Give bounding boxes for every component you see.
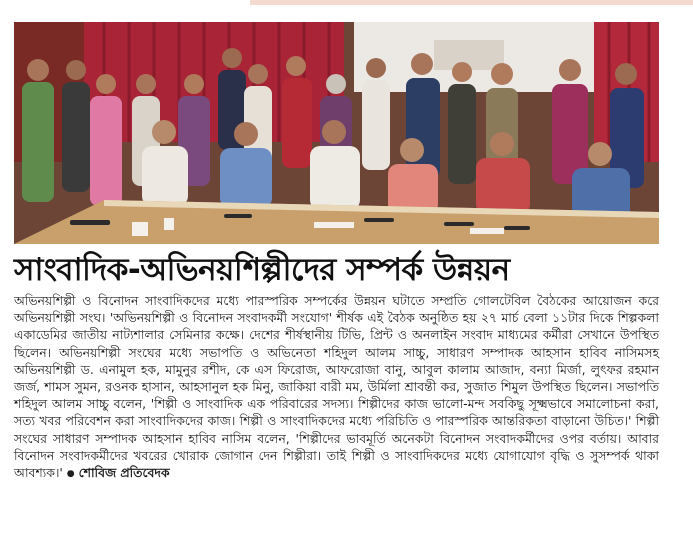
article-body bbox=[14, 292, 659, 483]
group-photo-illustration bbox=[14, 22, 659, 244]
article-body-text: অভিনয়শিল্পী ও বিনোদন সাংবাদিকদের মধ্যে পারস্পরিক সম্পর্কের উন্নয়ন ঘটাতে সম্প্রতি গোলটেবিল বৈঠকের আয়োজন করে অভিনয়শিল্পী সংঘ। 'অভিনয়শিল্পী ও বিনোদন সংবাদকর্মী সংযোগ' শীর্ষক এই বৈঠক অনুষ্ঠিত হয় ২৭ মার্চ বেলা ১১টার দিকে শিল্পকলা একাডেমির জাতীয় নাট্যশালার সেমিনার কক্ষে। দেশের শীর্ষস্থানীয় টিভি, প্রিন্ট ও অনলাইন সংবাদ মাধ্যমের কর্মীরা সেখানে উপস্থিত ছিলেন। অভিনয়শিল্পী সংঘের মধ্যে সভাপতি ও অভিনেতা শহিদুল আলম সাচ্চু, সাধারণ সম্পাদক আহসান হাবিব নাসিমসহ অভিনয়শিল্পী ড. এনামুল হক, মামুনুর রশীদ, কে এস ফিরোজ, আফরোজা বানু, আবুল কালাম আজাদ, বন্যা মির্জা, লুৎফর রহমান জর্জ, শামস সুমন, রওনক হাসান, আহসানুল হক মিনু, জাকিয়া বারী মম, উর্মিলা শ্রাবন্তী কর, সুজাত শিমুল উপস্থিত ছিলেন। সভাপতি শহিদুল আলম সাচ্চু বলেন, 'শিল্পী ও সাংবাদিক এক পরিবারের সদস্য। শিল্পীদের কাজ ভালো-মন্দ সবকিছু সূক্ষ্মভাবে সমালোচনা করা, সত্য খবর পরিবেশন করা সাংবাদিকদের কাজ। শিল্পী ও সাংবাদিকদের মধ্যে পরিচিতি ও পারস্পরিক আন্তরিকতা বাড়ানো উচিত।' শিল্পী সংঘের সাধারণ সম্পাদক আহসান হাবিব নাসিম বলেন, 'শিল্পীদের ভাবমূর্তি অনেকটা বিনোদন সংবাদকর্মীদের ওপর বর্তায়। আবার বিনোদন সংবাদকর্মীদের খবরের খোরাক জোগান দেন শিল্পীরা। তাই শিল্পী ও সাংবাদিকদের মধ্যে যোগাযোগ বৃদ্ধি ও সুসম্পর্ক থাকা আবশ্যক।' bbox=[14, 293, 659, 481]
article-photo bbox=[14, 22, 659, 244]
byline-bullet-icon: ● bbox=[66, 469, 75, 480]
article-byline: শোবিজ প্রতিবেদক bbox=[78, 465, 170, 481]
top-accent-bar bbox=[250, 0, 693, 5]
article-headline: সাংবাদিক-অভিনয়শিল্পীদের সম্পর্ক উন্নয়ন bbox=[14, 252, 510, 288]
